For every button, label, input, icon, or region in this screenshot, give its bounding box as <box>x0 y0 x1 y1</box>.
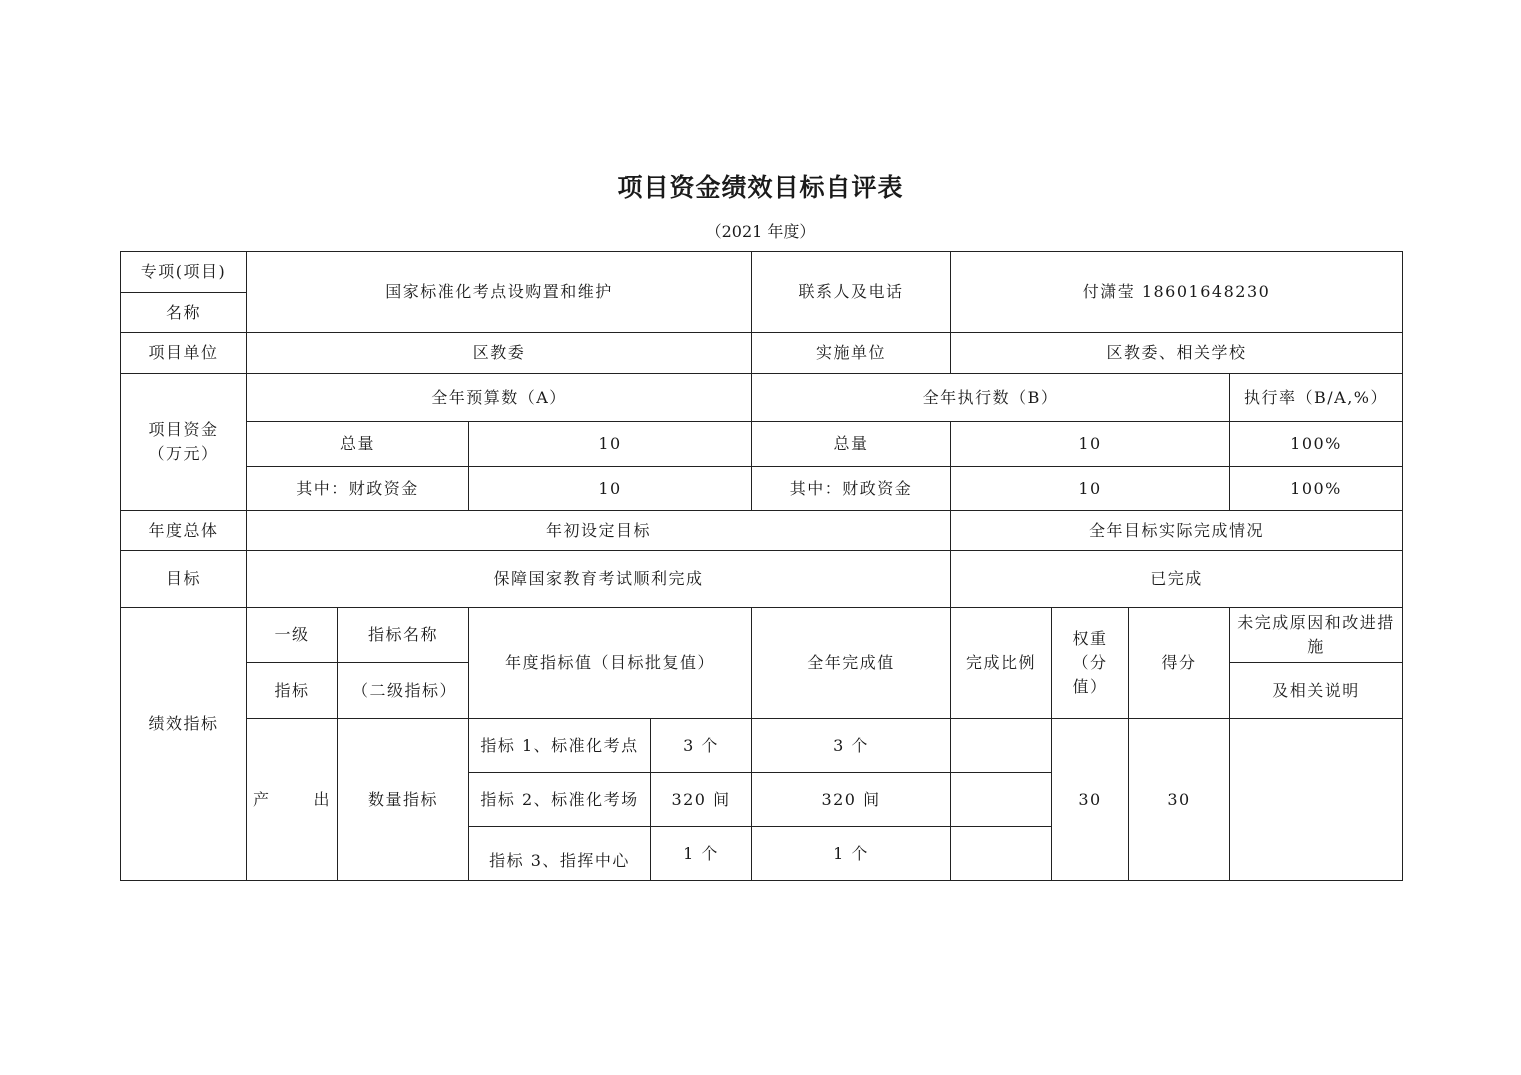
goal-label-2: 目标 <box>121 551 247 608</box>
name-header-b: （二级指标） <box>338 663 469 719</box>
indicator-1-name: 指标 1、标准化考点 <box>469 719 651 773</box>
total-value-b: 10 <box>951 422 1230 467</box>
fiscal-label-b: 其中：财政资金 <box>752 467 951 511</box>
indicator-2-done: 320 间 <box>752 773 951 827</box>
indicator-score: 30 <box>1129 719 1230 881</box>
goal-actual-header: 全年目标实际完成情况 <box>951 511 1403 551</box>
indicator-2-name: 指标 2、标准化考场 <box>469 773 651 827</box>
indicator-3-ratio <box>951 827 1052 881</box>
impl-unit-value: 区教委、相关学校 <box>951 333 1403 374</box>
indicator-3-target: 1 个 <box>651 827 752 881</box>
project-unit-label: 项目单位 <box>121 333 247 374</box>
evaluation-table <box>120 251 1403 881</box>
indicator-2-ratio <box>951 773 1052 827</box>
indicator-3-name: 指标 3、指挥中心 <box>469 827 651 881</box>
indicator-weight: 30 <box>1052 719 1129 881</box>
level1-output: 产 出 <box>247 719 338 881</box>
year-subtitle: （2021 年度） <box>705 222 816 241</box>
indicator-1-ratio <box>951 719 1052 773</box>
contact-value: 付潇莹 18601648230 <box>951 252 1403 333</box>
page-title: 项目资金绩效目标自评表 <box>617 173 904 202</box>
target-header: 年度指标值（目标批复值） <box>469 608 752 719</box>
fiscal-rate: 100% <box>1230 467 1403 511</box>
goal-set-value: 保障国家教育考试顺利完成 <box>247 551 951 608</box>
done-header: 全年完成值 <box>752 608 951 719</box>
project-unit-value: 区教委 <box>247 333 752 374</box>
total-rate: 100% <box>1230 422 1403 467</box>
level2-quantity: 数量指标 <box>338 719 469 881</box>
goal-actual-value: 已完成 <box>951 551 1403 608</box>
goal-set-header: 年初设定目标 <box>247 511 951 551</box>
level1-header-a: 一级 <box>247 608 338 663</box>
indicator-3-done: 1 个 <box>752 827 951 881</box>
impl-unit-label: 实施单位 <box>752 333 951 374</box>
indicator-reason <box>1230 719 1403 881</box>
project-name-label-1: 专项(项目) <box>121 252 247 293</box>
goal-label-1: 年度总体 <box>121 511 247 551</box>
fiscal-label-a: 其中：财政资金 <box>247 467 469 511</box>
budget-header: 全年预算数（A） <box>247 374 752 422</box>
fiscal-value-b: 10 <box>951 467 1230 511</box>
level1-header-b: 指标 <box>247 663 338 719</box>
rate-header: 执行率（B/A,%） <box>1230 374 1403 422</box>
name-header-a: 指标名称 <box>338 608 469 663</box>
fiscal-value-a: 10 <box>469 467 752 511</box>
project-name-label-2: 名称 <box>121 293 247 333</box>
indicator-1-done: 3 个 <box>752 719 951 773</box>
reason-header-b: 及相关说明 <box>1230 663 1403 719</box>
indicator-1-target: 3 个 <box>651 719 752 773</box>
weight-header: 权重（分值） <box>1052 608 1129 719</box>
total-label-a: 总量 <box>247 422 469 467</box>
funds-label: 项目资金（万元） <box>121 374 247 511</box>
score-header: 得分 <box>1129 608 1230 719</box>
project-name-value: 国家标准化考点设购置和维护 <box>247 252 752 333</box>
indicator-2-target: 320 间 <box>651 773 752 827</box>
reason-header-a: 未完成原因和改进措施 <box>1230 608 1403 663</box>
exec-header: 全年执行数（B） <box>752 374 1230 422</box>
ratio-header: 完成比例 <box>951 608 1052 719</box>
total-value-a: 10 <box>469 422 752 467</box>
total-label-b: 总量 <box>752 422 951 467</box>
contact-label: 联系人及电话 <box>752 252 951 333</box>
perf-label: 绩效指标 <box>121 608 247 881</box>
